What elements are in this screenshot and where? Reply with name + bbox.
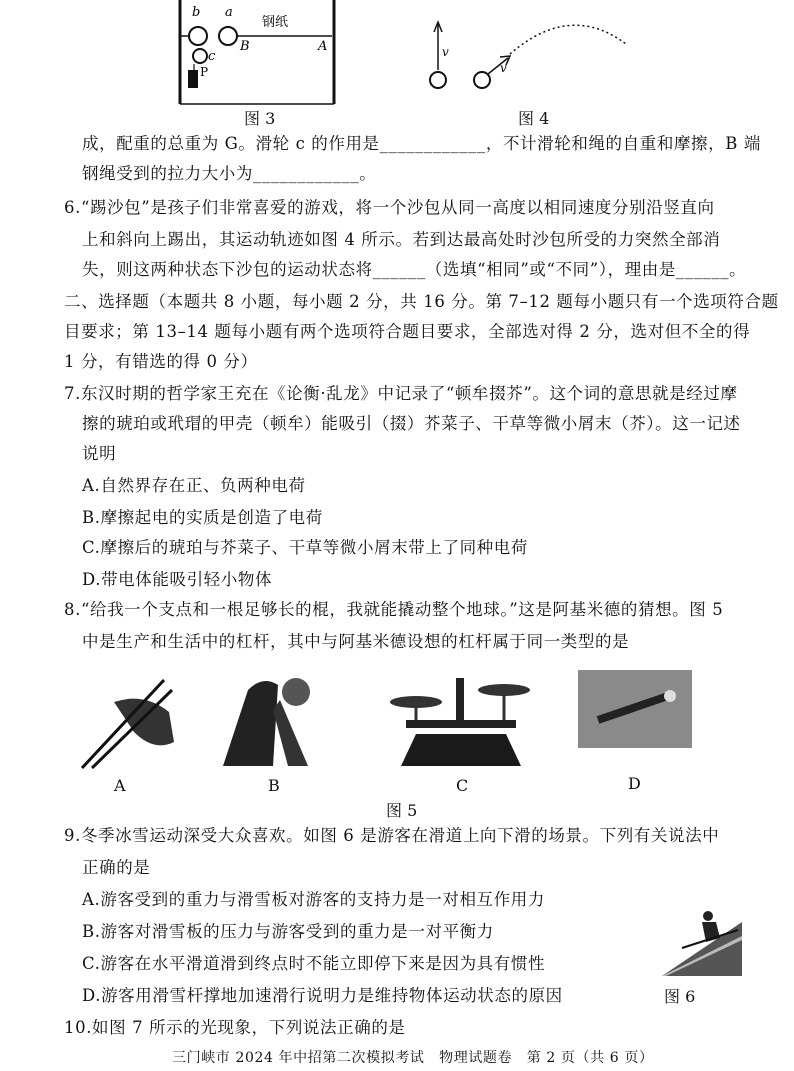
question-7-option-a: A.自然界存在正、负两种电荷: [82, 476, 306, 495]
figure-5-image-d-tool: [578, 670, 692, 748]
section-2-heading-line-1: 二、选择题（本题共 8 小题，每小题 2 分，共 16 分。第 7–12 题每小题只有一个选项符合题: [64, 292, 779, 311]
question-9-option-d: D.游客用滑雪杆撑地加速滑行说明力是维持物体运动状态的原因: [82, 986, 563, 1005]
label-c: c: [208, 49, 216, 64]
question-9-option-a: A.游客受到的重力与滑雪板对游客的支持力是一对相互作用力: [82, 890, 545, 909]
label-P: P: [200, 65, 209, 79]
question-7-option-d: D.带电体能吸引轻小物体: [82, 570, 273, 589]
figure-4-caption: 图 4: [518, 109, 550, 128]
figure-3-caption: 图 3: [244, 109, 276, 128]
velocity-label-left: v: [442, 45, 449, 59]
label-B: B: [240, 39, 250, 54]
figure-5-image-b-bottle-opener: [218, 670, 318, 766]
figure-6-caption: 图 6: [664, 987, 696, 1006]
label-rope: 钢纸: [262, 15, 289, 30]
figure-5-label-a: A: [114, 776, 126, 795]
question-9-line-2: 正确的是: [82, 858, 151, 877]
figure-5-label-c: C: [456, 776, 469, 795]
question-6-line-3: 失，则这两种状态下沙包的运动状态将______（选填“相同”或“不同”），理由是______。: [82, 260, 747, 279]
figure-3-pulley-diagram: [170, 0, 350, 108]
question-7-line-2: 擦的琥珀或玳瑁的甲壳（顿牟）能吸引（掇）芥菜子、干草等微小屑末（芥）。这一记述: [82, 414, 741, 433]
figure-6-skier-image: [662, 902, 742, 976]
figure-5-caption: 图 5: [386, 801, 418, 820]
figure-5-label-d: D: [628, 774, 641, 793]
figure-5-label-b: B: [268, 776, 280, 795]
label-A: A: [318, 39, 328, 54]
question-7-option-b: B.摩擦起电的实质是创造了电荷: [82, 508, 323, 527]
section-2-heading-line-2: 目要求；第 13–14 题每小题有两个选项符合题目要求，全部选对得 2 分，选对但不全的得: [64, 322, 751, 341]
label-a: a: [225, 5, 233, 20]
question-9-option-c: C.游客在水平滑道滑到终点时不能立即停下来是因为具有惯性: [82, 954, 546, 973]
question-7-line-3: 说明: [82, 444, 117, 463]
label-b: b: [192, 5, 201, 20]
question-9-line-1: 9.冬季冰雪运动深受大众喜欢。如图 6 是游客在滑道上向下滑的场景。下列有关说法中: [64, 826, 720, 845]
question-7-option-c: C.摩擦后的琥珀与芥菜子、干草等微小屑末带上了同种电荷: [82, 538, 528, 557]
question-6-line-1: 6.“踢沙包”是孩子们非常喜爱的游戏，将一个沙包从同一高度以相同速度分别沿竖直向: [64, 198, 715, 217]
figure-5-image-a-chopsticks: [74, 672, 184, 772]
text-line-1: 成，配重的总重为 G。滑轮 c 的作用是____________，不计滑轮和绳的自重和摩擦，B 端: [82, 134, 761, 153]
text-line-2: 钢绳受到的拉力大小为____________。: [82, 164, 377, 183]
section-2-heading-line-3: 1 分，有错选的得 0 分）: [64, 352, 258, 371]
question-9-option-b: B.游客对滑雪板的压力与游客受到的重力是一对平衡力: [82, 922, 494, 941]
velocity-label-right: v: [500, 61, 507, 75]
question-8-line-2: 中是生产和生活中的杠杆，其中与阿基米德设想的杠杆属于同一类型的是: [82, 632, 630, 651]
question-10-line-1: 10.如图 7 所示的光现象，下列说法正确的是: [64, 1018, 406, 1037]
figure-5-image-c-balance-scale: [386, 672, 536, 768]
question-7-line-1: 7.东汉时期的哲学家王充在《论衡·乱龙》中记录了“顿牟掇芥”。这个词的意思就是经过摩: [64, 384, 738, 403]
question-6-line-2: 上和斜向上踢出，其运动轨迹如图 4 所示。若到达最高处时沙包所受的力突然全部消: [82, 230, 721, 249]
question-8-line-1: 8.“给我一个支点和一根足够长的棍，我就能撬动整个地球。”这是阿基米德的猜想。图 5: [64, 600, 724, 619]
page-footer: 三门峡市 2024 年中招第二次模拟考试 物理试题卷 第 2 页（共 6 页）: [172, 1050, 654, 1066]
figure-4-trajectory-diagram: [420, 10, 640, 100]
